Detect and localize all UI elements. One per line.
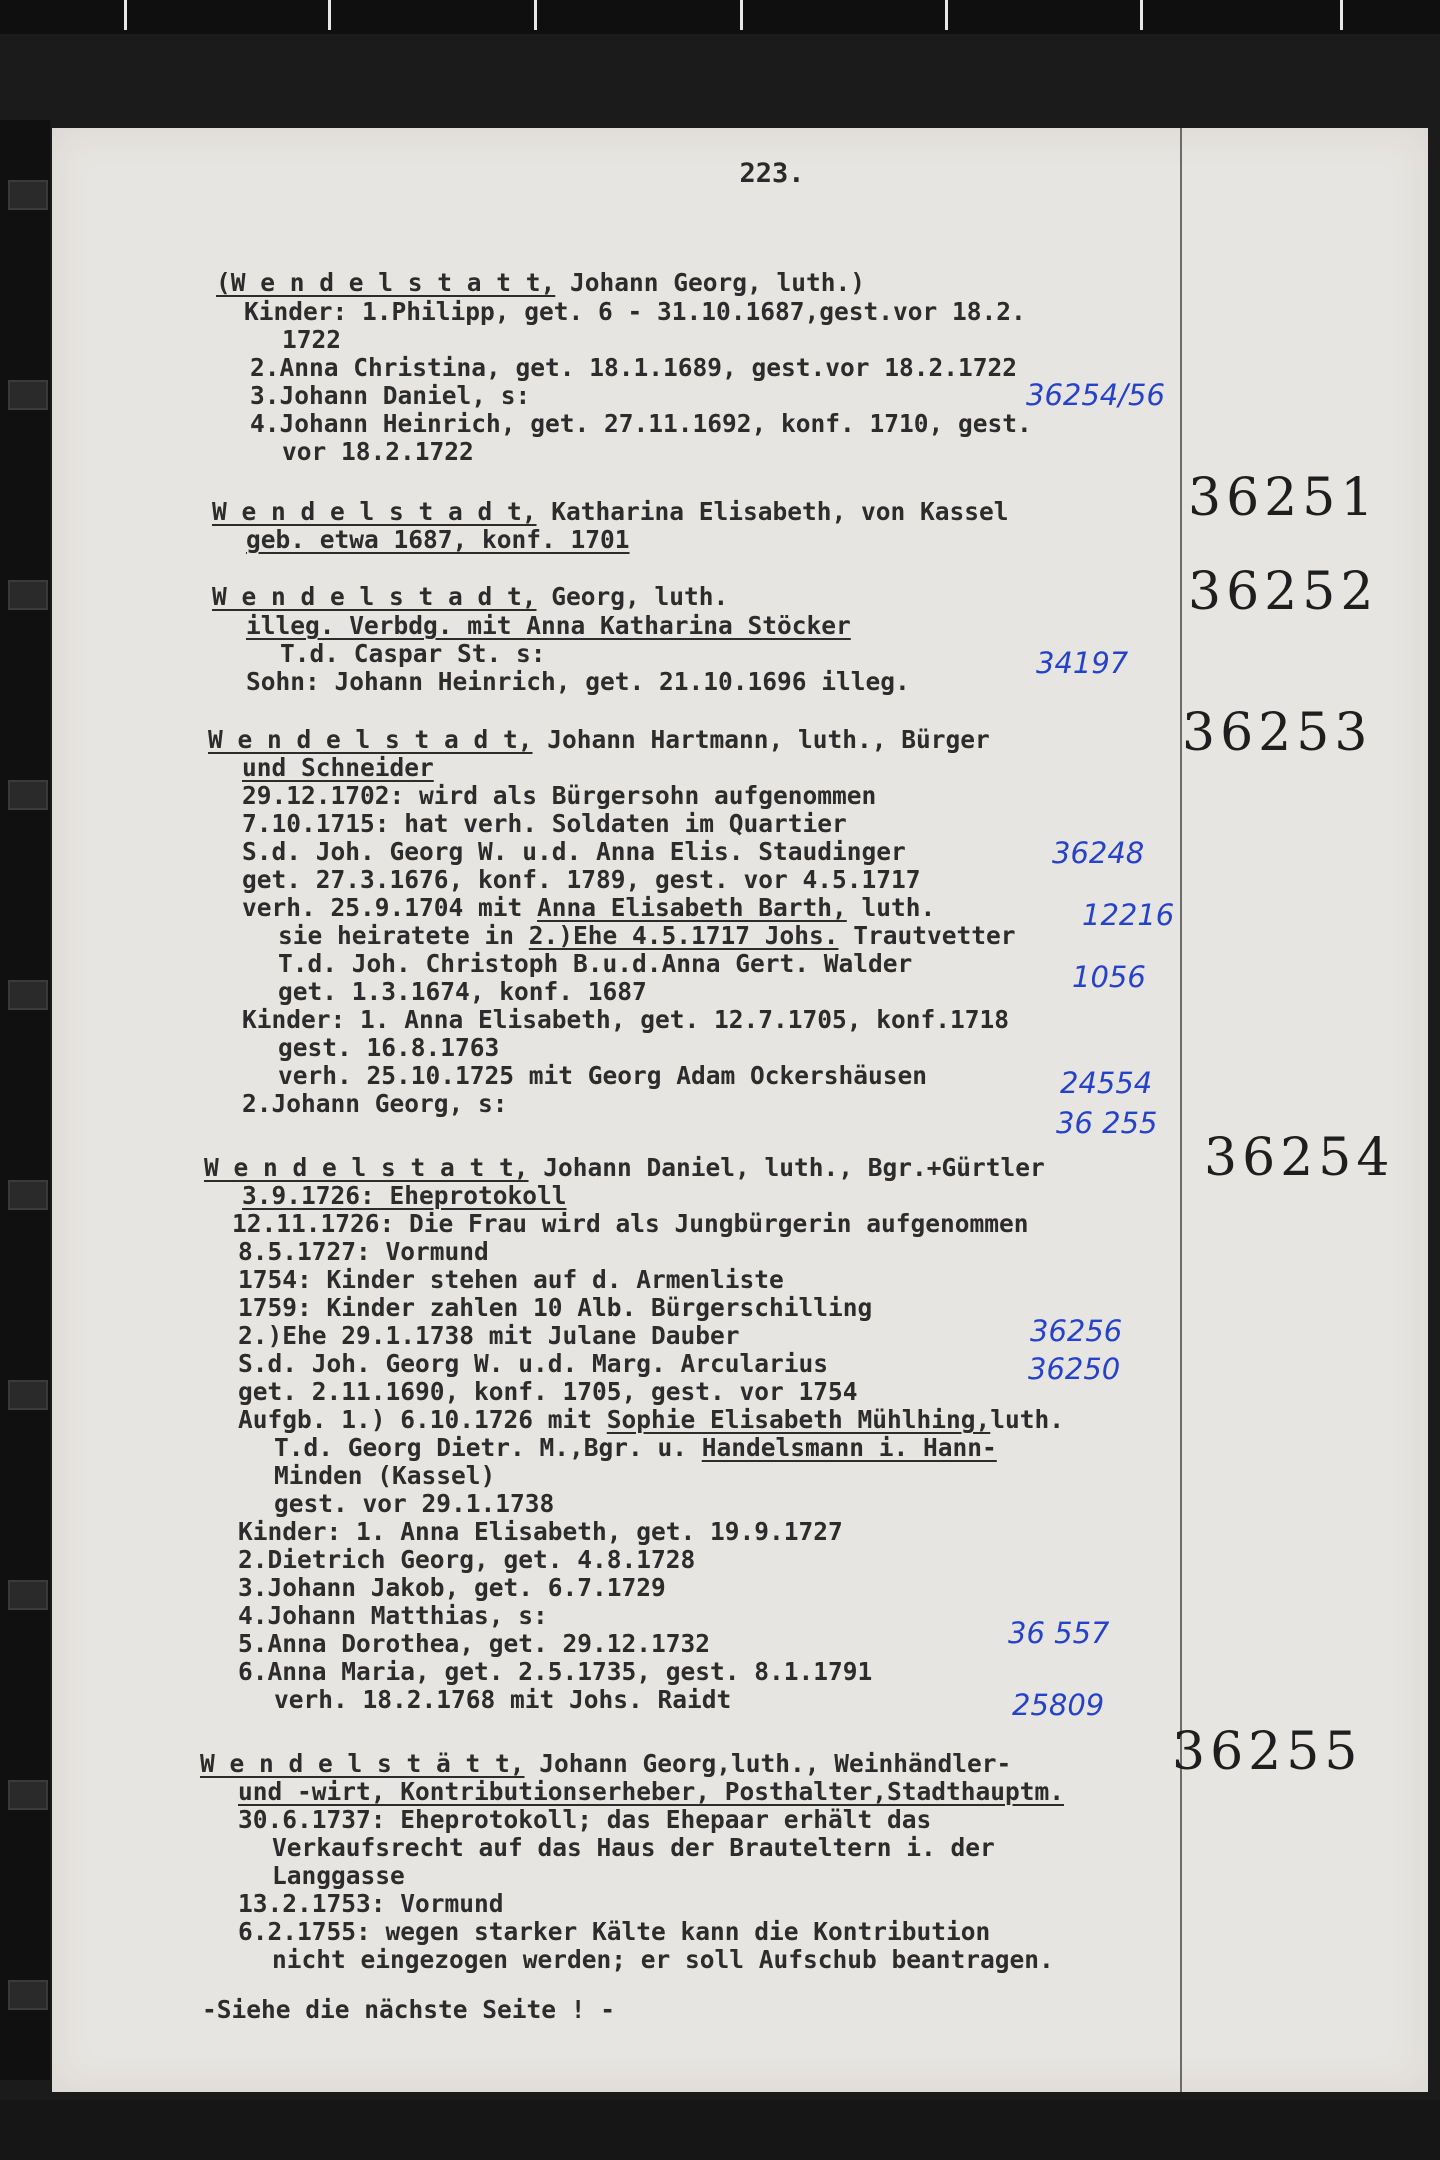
entry-line: [242, 810, 847, 838]
entry-line: [238, 1266, 784, 1294]
underlined-text: Anna Katharina Stöcker: [526, 611, 851, 640]
line-text: vor 18.2.1722: [282, 437, 474, 466]
line-text: 2.Dietrich Georg, get. 4.8.1728: [238, 1545, 696, 1574]
underlined-text: W e n d e l s t a d t,: [208, 725, 533, 754]
line-text: Katharina Elisabeth, von Kassel: [536, 497, 1009, 526]
underlined-text: W e n d e l s t a d t,: [212, 582, 537, 611]
line-text: 4.Johann Matthias, s:: [238, 1601, 548, 1630]
film-sprocket-hole: [8, 780, 48, 810]
film-side-strip: [0, 120, 50, 2080]
underlined-text: illeg. Verbdg. mit: [246, 611, 527, 640]
line-text: verh. 25.9.1704 mit: [242, 893, 538, 922]
line-text: 6.Anna Maria, get. 2.5.1735, gest. 8.1.1791: [238, 1657, 873, 1686]
line-text: Johann Hartmann, luth., Bürger: [532, 725, 990, 754]
film-sprocket-hole: [8, 380, 48, 410]
line-text: get. 2.11.1690, konf. 1705, gest. vor 1754: [238, 1377, 858, 1406]
line-text: S.d. Joh. Georg W. u.d. Anna Elis. Staudinger: [242, 837, 906, 866]
line-text: 5.Anna Dorothea, get. 29.12.1732: [238, 1629, 711, 1658]
line-text: Minden (Kassel): [274, 1461, 496, 1490]
line-text: Johann Georg, luth.): [555, 268, 866, 297]
handwritten-note: 36 255: [1056, 1106, 1158, 1140]
entry-heading-line: [208, 726, 990, 754]
entry-heading-line: [212, 498, 1009, 526]
entry-line: [278, 922, 1016, 950]
underlined-text: und Schneider: [242, 753, 434, 782]
line-text: Kinder: 1.Philipp, get. 6 - 31.10.1687,gest.vor 18.2.: [244, 297, 1026, 326]
entry-line: [238, 1630, 710, 1658]
line-text: Trautvetter: [838, 921, 1016, 950]
entry-line: [274, 1490, 554, 1518]
entry-line: [282, 326, 341, 354]
record-number: 36255: [1172, 1722, 1363, 1782]
underlined-text: geb. etwa 1687, konf. 1701: [246, 525, 630, 554]
film-tick: [534, 0, 537, 30]
film-tick: [1340, 0, 1343, 30]
entry-heading-line: [216, 269, 865, 297]
underlined-text: Sophie Elisabeth Mühlhing,: [606, 1405, 991, 1434]
line-text: luth.: [846, 893, 936, 922]
record-number: 36252: [1188, 562, 1379, 622]
entry-line: [278, 950, 912, 978]
entry-line: [238, 1294, 872, 1322]
entry-line: [238, 1378, 858, 1406]
entry-heading-line: [200, 1750, 1011, 1778]
page-number: 223.: [739, 158, 805, 189]
margin-rule: [1180, 128, 1182, 2092]
entry-line: [274, 1462, 495, 1490]
underlined-text: 3.9.1726: Eheprotokoll: [242, 1181, 567, 1210]
handwritten-note: 36256: [1030, 1314, 1123, 1348]
line-text: Kinder: 1. Anna Elisabeth, get. 12.7.1705, konf.1718: [242, 1005, 1010, 1034]
entry-line: [250, 354, 1017, 382]
film-tick: [1140, 0, 1143, 30]
underlined-text: W e n d e l s t a d t,: [212, 497, 537, 526]
entry-line: [238, 1350, 828, 1378]
line-text: T.d. Joh. Christoph B.u.d.Anna Gert. Walder: [278, 949, 913, 978]
entry-line: [280, 640, 546, 668]
entry-line: [272, 1862, 405, 1890]
line-text: 2.)Ehe 29.1.1738 mit Julane Dauber: [238, 1321, 740, 1350]
line-text: 3.Johann Jakob, get. 6.7.1729: [238, 1573, 666, 1602]
entry-line: [242, 782, 876, 810]
handwritten-note: 1056: [1072, 960, 1146, 994]
line-text: Johann Daniel, luth., Bgr.+Gürtler: [528, 1153, 1045, 1182]
line-text: 30.6.1737: Eheprotokoll; das Ehepaar erhält das: [238, 1805, 932, 1834]
line-text: Langgasse: [272, 1861, 405, 1890]
entry-line: [278, 1034, 499, 1062]
entry-line: [238, 1658, 872, 1686]
line-text: 2.Johann Georg, s:: [242, 1089, 508, 1118]
entry-line: [238, 1322, 740, 1350]
line-text: gest. 16.8.1763: [278, 1033, 500, 1062]
film-bottom-strip: [0, 2100, 1440, 2160]
line-text: 12.11.1726: Die Frau wird als Jungbürgerin aufgenommen: [232, 1209, 1029, 1238]
line-text: 2.Anna Christina, get. 18.1.1689, gest.vor 18.2.1722: [250, 353, 1018, 382]
entry-line: [238, 1778, 1064, 1806]
line-text: sie heiratete in: [278, 921, 529, 950]
entry-line: [242, 1182, 567, 1210]
entry-line: [250, 410, 1032, 438]
film-sprocket-hole: [8, 580, 48, 610]
entry-line: [242, 1006, 1009, 1034]
entry-line: [242, 1090, 508, 1118]
record-number: 36251: [1188, 468, 1379, 528]
entry-line: [238, 1238, 489, 1266]
entry-line: [238, 1918, 990, 1946]
entry-line: [242, 838, 906, 866]
line-text: Johann Georg,luth., Weinhändler-: [524, 1749, 1012, 1778]
film-top-strip: [0, 0, 1440, 34]
film-tick: [124, 0, 127, 30]
film-tick: [945, 0, 948, 30]
handwritten-note: 36248: [1052, 836, 1145, 870]
line-text: 3.Johann Daniel, s:: [250, 381, 531, 410]
entry-line: [238, 1602, 548, 1630]
film-sprocket-hole: [8, 980, 48, 1010]
entry-line: [246, 612, 851, 640]
entry-line: [278, 1062, 927, 1090]
handwritten-note: 36 557: [1008, 1616, 1110, 1650]
entry-line: [238, 1518, 843, 1546]
entry-line: [250, 382, 530, 410]
entry-line: [272, 1834, 995, 1862]
film-sprocket-hole: [8, 1180, 48, 1210]
line-text: nicht eingezogen werden; er soll Aufschub beantragen.: [272, 1945, 1054, 1974]
underlined-text: Handelsmann i. Hann-: [701, 1433, 997, 1462]
film-sprocket-hole: [8, 1580, 48, 1610]
entry-line: [272, 1946, 1054, 1974]
entry-line: [282, 438, 474, 466]
line-text: verh. 25.10.1725 mit Georg Adam Ockershäusen: [278, 1061, 928, 1090]
underlined-text: W e n d e l s t ä t t,: [200, 1749, 525, 1778]
film-sprocket-hole: [8, 1780, 48, 1810]
line-text: 8.5.1727: Vormund: [238, 1237, 489, 1266]
entry-line: [238, 1574, 666, 1602]
film-sprocket-hole: [8, 180, 48, 210]
entry-line: [274, 1686, 731, 1714]
line-text: T.d. Georg Dietr. M.,Bgr. u.: [274, 1433, 702, 1462]
entry-line: [278, 978, 647, 1006]
entry-line: [238, 1406, 1064, 1434]
line-text: Aufgb. 1.) 6.10.1726 mit: [238, 1405, 607, 1434]
line-text: Georg, luth.: [536, 582, 729, 611]
entry-heading-line: [212, 583, 728, 611]
line-text: verh. 18.2.1768 mit Johs. Raidt: [274, 1685, 732, 1714]
entry-line: [244, 298, 1026, 326]
entry-line: [238, 1546, 695, 1574]
entry-line: [242, 754, 434, 782]
line-text: 29.12.1702: wird als Bürgersohn aufgenommen: [242, 781, 877, 810]
line-text: S.d. Joh. Georg W. u.d. Marg. Arcularius: [238, 1349, 829, 1378]
underlined-text: 2.)Ehe 4.5.1717 Johs.: [528, 921, 839, 950]
line-text: 13.2.1753: Vormund: [238, 1889, 504, 1918]
line-text: gest. vor 29.1.1738: [274, 1489, 555, 1518]
entry-line: [238, 1806, 931, 1834]
entry-line: [274, 1434, 997, 1462]
entry-line: [232, 1210, 1029, 1238]
line-text: T.d. Caspar St. s:: [280, 639, 546, 668]
film-tick: [740, 0, 743, 30]
entry-line: [238, 1890, 504, 1918]
line-text: get. 27.3.1676, konf. 1789, gest. vor 4.5.1717: [242, 865, 921, 894]
line-text: get. 1.3.1674, konf. 1687: [278, 977, 647, 1006]
line-text: Verkaufsrecht auf das Haus der Brauteltern i. der: [272, 1833, 995, 1862]
underlined-text: W e n d e l s t a t t,: [204, 1153, 529, 1182]
entry-line: [246, 668, 910, 696]
film-tick: [328, 0, 331, 30]
entry-line: [242, 866, 921, 894]
handwritten-note: 24554: [1060, 1066, 1153, 1100]
underlined-text: und -wirt, Kontributionserheber, Posthalter,Stadthauptm.: [238, 1777, 1065, 1806]
line-text: Sohn: Johann Heinrich, get. 21.10.1696 illeg.: [246, 667, 910, 696]
line-text: 1722: [282, 325, 342, 354]
line-text: luth.: [990, 1405, 1065, 1434]
line-text: Kinder: 1. Anna Elisabeth, get. 19.9.1727: [238, 1517, 843, 1546]
footer-note: -Siehe die nächste Seite ! -: [202, 1995, 616, 2024]
handwritten-note: 34197: [1036, 646, 1129, 680]
typed-page: [52, 128, 1428, 2092]
record-number: 36254: [1204, 1128, 1395, 1188]
handwritten-note: 12216: [1082, 898, 1175, 932]
underlined-text: (W e n d e l s t a t t,: [216, 268, 556, 297]
line-text: 6.2.1755: wegen starker Kälte kann die Kontribution: [238, 1917, 991, 1946]
entry-heading-line: [204, 1154, 1045, 1182]
line-text: 4.Johann Heinrich, get. 27.11.1692, konf. 1710, gest.: [250, 409, 1032, 438]
film-sprocket-hole: [8, 1980, 48, 2010]
line-text: 1754: Kinder stehen auf d. Armenliste: [238, 1265, 784, 1294]
handwritten-note: 25809: [1012, 1688, 1105, 1722]
underlined-text: Anna Elisabeth Barth,: [537, 893, 847, 922]
record-number: 36253: [1182, 703, 1373, 763]
film-sprocket-hole: [8, 1380, 48, 1410]
handwritten-note: 36250: [1028, 1352, 1121, 1386]
entry-line: [242, 894, 935, 922]
entry-line: [246, 526, 630, 554]
handwritten-note: 36254/56: [1026, 378, 1165, 412]
line-text: 1759: Kinder zahlen 10 Alb. Bürgerschilling: [238, 1293, 873, 1322]
line-text: 7.10.1715: hat verh. Soldaten im Quartier: [242, 809, 847, 838]
